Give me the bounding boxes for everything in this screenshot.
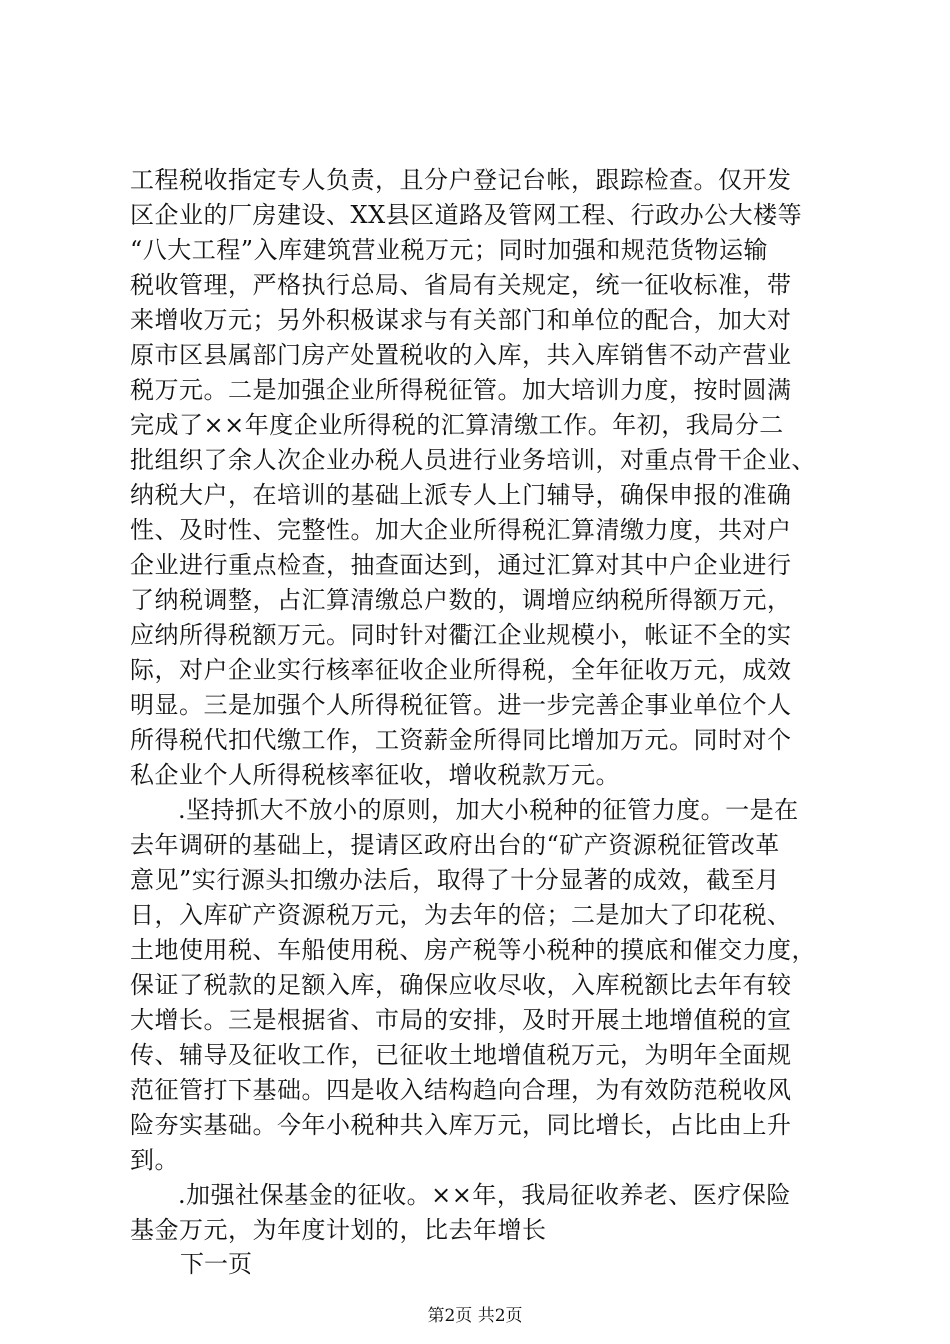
body-text-line: 去年调研的基础上，提请区政府出台的“矿产资源税征管改革: [130, 831, 780, 859]
paragraph-start-line: .坚持抓大不放小的原则，加大小税种的征管力度。一是在: [178, 796, 799, 824]
body-text-line: 意见”实行源头扣缴办法后，取得了十分显著的成效，截至月: [130, 866, 780, 894]
body-text-line: 大增长。三是根据省、市局的安排，及时开展土地增值税的宣: [130, 1006, 792, 1034]
body-text-line: 保证了税款的足额入库，确保应收尽收，入库税额比去年有较: [130, 971, 792, 999]
body-text-line: 了纳税调整，占汇算清缴总户数的，调增应纳税所得额万元，: [130, 586, 792, 614]
body-text-line: 际，对户企业实行核率征收企业所得税，全年征收万元，成效: [130, 656, 792, 684]
body-text-line: 区企业的厂房建设、XX县区道路及管网工程、行政办公大楼等: [130, 201, 803, 229]
body-text-line: 原市区县属部门房产处置税收的入库，共入库销售不动产营业: [130, 341, 792, 369]
next-page-link[interactable]: 下一页: [180, 1250, 252, 1278]
paragraph-start-line: .加强社保基金的征收。××年，我局征收养老、医疗保险: [178, 1181, 791, 1209]
body-text-line: 到。: [130, 1146, 179, 1174]
body-text-line: 基金万元，为年度计划的，比去年增长: [130, 1216, 547, 1244]
body-text-line: “八大工程”入库建筑营业税万元；同时加强和规范货物运输: [130, 236, 769, 264]
body-text-line: 工程税收指定专人负责，且分户登记台帐，跟踪检查。仅开发: [130, 166, 792, 194]
body-text-line: 税收管理，严格执行总局、省局有关规定，统一征收标准，带: [130, 271, 792, 299]
body-text-line: 私企业个人所得税核率征收，增收税款万元。: [130, 761, 620, 789]
page-footer: 第2页 共2页: [427, 1306, 523, 1326]
body-text-line: 税万元。二是加强企业所得税征管。加大培训力度，按时圆满: [130, 376, 792, 404]
body-text-line: 险夯实基础。今年小税种共入库万元，同比增长，占比由上升: [130, 1111, 792, 1139]
body-text-line: 批组织了余人次企业办税人员进行业务培训，对重点骨干企业、: [130, 446, 816, 474]
body-text-line: 范征管打下基础。四是收入结构趋向合理，为有效防范税收风: [130, 1076, 792, 1104]
body-text-line: 企业进行重点检查，抽查面达到，通过汇算对其中户企业进行: [130, 551, 792, 579]
body-text-line: 应纳所得税额万元。同时针对衢江企业规模小，帐证不全的实: [130, 621, 792, 649]
body-text-line: 纳税大户，在培训的基础上派专人上门辅导，确保申报的准确: [130, 481, 792, 509]
body-text-line: 完成了××年度企业所得税的汇算清缴工作。年初，我局分二: [130, 411, 784, 439]
body-text-line: 日，入库矿产资源税万元，为去年的倍；二是加大了印花税、: [130, 901, 792, 929]
body-text-line: 明显。三是加强个人所得税征管。进一步完善企事业单位个人: [130, 691, 792, 719]
body-text-line: 性、及时性、完整性。加大企业所得税汇算清缴力度，共对户: [130, 516, 792, 544]
body-text-line: 来增收万元；另外积极谋求与有关部门和单位的配合，加大对: [130, 306, 792, 334]
body-text-line: 所得税代扣代缴工作，工资薪金所得同比增加万元。同时对个: [130, 726, 792, 754]
body-text-line: 传、辅导及征收工作，已征收土地增值税万元，为明年全面规: [130, 1041, 792, 1069]
body-text-line: 土地使用税、车船使用税、房产税等小税种的摸底和催交力度，: [130, 936, 816, 964]
